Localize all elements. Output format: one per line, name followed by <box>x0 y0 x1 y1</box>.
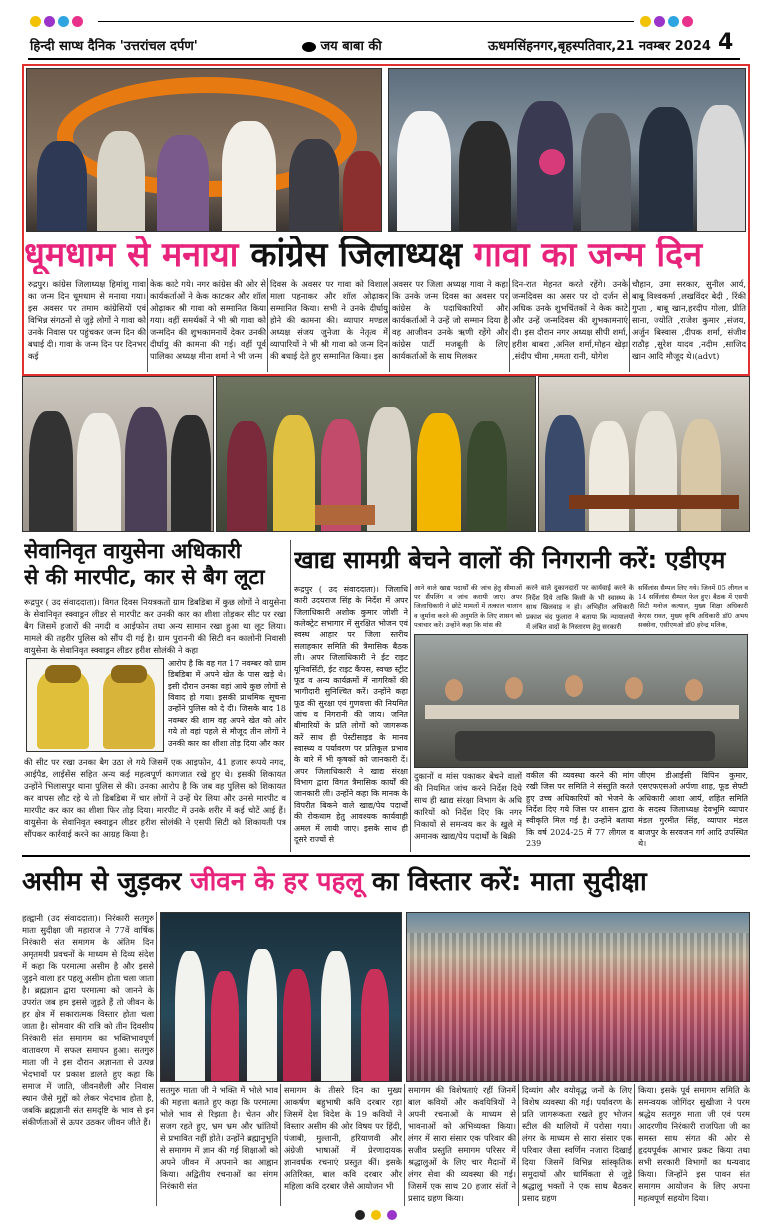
dot-blue <box>668 16 679 27</box>
photo-strip-1 <box>22 376 214 532</box>
story3-col2b: दुकानों व मांस पकाकर बेचने वालों की नियमित जांच करने निर्देश दिये साथ ही खाद्य संरक्षा विभाग के अधि कारियों को निर्देश दिए कि नगर निकायों से समन्वय कर के खुले में अमानक खाद्य/पेय पदार्थों के बिक्री <box>414 771 522 841</box>
dot-purple <box>44 16 55 27</box>
story1-headline-part1: धूमधाम से मनाया <box>24 236 239 274</box>
story2-bottom: की सीट पर रखा उनका बैग उठा ले गये जिसमें एक आइफोन, 41 हजार रूपये नगद, आईपैड, लाईसेंस सहित अन्य कई महत्वपूर्ण कागजात रखे हुए थे। इसकी शिकायत उन्होंने भिलासपुर थाना पुलिस से की। उनका आरोप है कि जब वह पुलिस को शिकायत कर वापस लौट रहे थे तो डिबडिबा में चार लोगों ने उन्हें घेर लिया और उनसे मारपीट व मारपीट कर कार का शीशा फिर तोड़ दिया। मारपीट में उनके शरीर में कई चोटें आई हैं। वायुसेना के सेवानिवृत स्क्वाड्रन लीडर हरीश सोलंकी ने एसपी सिटी को शिकायती पत्र सौंपकर कार्रवाई करने का आग्रह किया है। <box>24 757 286 839</box>
header-center-text <box>302 36 382 54</box>
header-bottom-rule <box>28 58 740 60</box>
story1-col2: केक काटे गये। नगर कांग्रेस की ओर से कार्यकर्ताओं ने केक काटकर और शॉल ओढ़ाकर श्री गावा को सम्मानित किया गया। वहीं समर्थकों ने भी श्री गावा को जन्मदिन की शुभकामनायें देकर उनकी दीर्घायु की कामना की गई। वहीं पूर्व पालिका अध्यक्ष मीना शर्मा ने भी जन्म <box>150 279 266 361</box>
dot-pink <box>72 16 83 27</box>
story4-headline <box>22 858 750 906</box>
story1-col3: दिवस के अवसर पर गावा को विशाल माला पहनाकर और शॉल ओढ़ाकर सम्मानित किया। सभी ने उनके दीर्घायु होने की कामना की। व्यापार मण्डल अध्यक्ष संजय जुनेजा के नेतृत्व में व्यापारियों ने भी श्री गावा को जन्म दिन की बधाई देते हुए सम्मानित किया। इस <box>270 279 388 361</box>
photo-cultural-performance <box>160 912 402 1082</box>
header-dots-left <box>30 16 83 27</box>
story3-col1: रूद्रपुर ( उद संवाददाता)। जिलाधि कारी उदयराज सिंह के निर्देश में अपर जिलाधिकारी अशोक कुमार जोशी ने कलेक्ट्रेट सभागार में सुरक्षित भोजन एवं स्वस्थ आहार पर जिला स्तरीय सलाहकार समिति की त्रैमासिक बैठक ली। अपर जिलाधिकारी ने ईट राइट यूनिवर्सिटी, ईट राइट कैंपस, स्वच्छ स्ट्रीट फूड व अन्य कार्यक्रमों में नागरिकों की भागीदारी सुनिश्चित करें। उन्होंने कहा फूड की सुरक्षा एवं गुणवत्ता की नियमित जांच व निगरानी की जाय। जनित बीमारियों के प्रति लोगों को जागरूक करें साथ ही पेस्टीसाइड के मानव स्वास्थ्य व पर्यावरण पर प्रतिकूल प्रभाव के बारे में भी कृषकों को जानकारी दें। अपर जिलाधिकारी ने खाद्य संरक्षा विभाग द्वारा विगत त्रैमासिक कार्यों की जानकारी ली। उन्होंने कहा कि मानक के विपरीत बिकने वाले खाद्य/पेय पदार्थों की रोकथाम हेतु आवश्यक कार्यवाही अमल में लायी जाए। इसके साथ ही दूसरे राज्यों से <box>294 585 408 844</box>
story3-headline: खाद्य सामग्री बेचने वालों की निगरानी करें: एडीएम <box>294 546 726 574</box>
story4-col2: सतगुरु माता जी ने भक्ति में भोले भाव की महत्ता बताते हुए कहा कि परमात्मा भोले भाव से रिझता है। चेतन और सजग रहते हुए, भ्रम भ्रम और भ्रांतियों से प्रभावित नहीं होते। उन्होंने ब्रह्मानुभूति से समागम में ज्ञान की गई शिक्षाओं को अपने जीवन में अपनाने का आह्वान किया। अद्वितीय रचनाओं का संगम निरंकारी संत <box>160 1085 278 1191</box>
dot-yellow <box>30 16 41 27</box>
header-slogan: जय बाबा की <box>320 39 382 54</box>
dot-pink <box>682 16 693 27</box>
footer-dot-dark <box>355 1210 365 1220</box>
story4-headline-part2: जीवन के हर पहलू <box>190 867 363 897</box>
footer-mark <box>355 1210 397 1220</box>
photo-police-cartoon <box>26 658 164 752</box>
newspaper-title: हिन्दी साप्ध दैनिक 'उत्तरांचल दर्पण' <box>30 39 198 54</box>
photo-garland-celebration <box>26 68 382 232</box>
story1-headline-part3: गावा का जन्म दिन <box>473 236 703 274</box>
story1-col1: रुद्रपुर। कांग्रेस जिलाध्यक्ष हिमांशु गावा का जन्म दिन धूमधाम से मनाया गया। इस अवसर पर तमाम कांग्रेसियों एवं विभिन्न संगठनों से जुड़े लोगों ने गावा को उनके निवास पर पहुंचकर जन्म दिन की बधाई दी। गावा के जन्म दिन पर दिनभर कई <box>28 279 146 361</box>
story4-col6: किया। इसके पूर्व समागम समिति के समन्वयक जोगिंदर सुखीजा ने परम श्रद्धेय सतगुरु माता जी एवं परम आदरणीय निरंकारी राजपिता जी का समस्त साध संगत की ओर से हृदयपूर्वक आभार प्रकट किया तथा सभी सरकारी विभागों का धन्यवाद किया। जिन्होंने इस पावन संत समागम आयोजन के लिए अपना महत्वपूर्ण सहयोग दिया। <box>638 1085 750 1203</box>
dot-yellow <box>640 16 651 27</box>
story4-col1: हल्द्वानी (उद संवाददाता)। निरंकारी सतगुरु माता सुदीक्षा जी महाराज ने 77वें वार्षिक निरंकारी संत समागम के अंतिम दिन अमृतमयी प्रवचनों के माध्यम से दिव्य संदेश में कहा कि परमात्मा असीम है और इससे जुड़ने वाला हर पहलू असीम होता चला जाता है। ब्रह्मज्ञान द्वारा परमात्मा को जानने के उपरांत जब हम इससे जुड़ते हैं तो जीवन के हर क्षेत्र में सकारात्मक विस्तार होता चला जाता है। सोमवार की रात्रि को तीन दिवसीय निरंकारी संत समागम का भक्तिभावपूर्ण वातावरण में सफल समापन हुआ। सतगुरु माता जी ने इस दौरान अज्ञानता से उत्पन्न भेदभावों पर प्रकाश डालते हुए कहा कि समाज में जाति, जीवनशैली और निवास स्थान जैसे मुद्दों को लेकर भेदभाव होता है, जबकि ब्रह्मज्ञानी संत समदृष्टि के भाव से इन संकीर्णताओं से ऊपर उठकर जीवन जीते हैं। <box>22 913 154 1127</box>
header-top-rule <box>98 21 634 22</box>
om-icon <box>302 42 316 52</box>
story3-col4b: जीएम डीआईसी विपिन कुमार, एसएफएसओ अर्पणा शाह, फूड सेफ्टी अधिकारी आशा आर्य, शहित समिति के सदस्य जिलाध्यक्ष देवभूमि व्यापार मंडल गुरमीत सिंह, व्यापार मंडल बाजपुर के सरवजन गर्ग आदि उपस्थित थे। <box>638 771 748 849</box>
place-date: ऊधमसिंहनगर,बृहस्पतिवार,21 नवम्बर 2024 <box>488 39 711 54</box>
footer-dot-yellow <box>371 1210 381 1220</box>
photo-large-congregation <box>406 912 750 1082</box>
story2-headline-line1: सेवानिवृत वायुसेना अधिकारी <box>24 539 242 563</box>
story4-headline-part1: असीम से जुड़कर <box>22 867 182 897</box>
story3-col3: करने वाले दुकानदारों पर कार्यवाई करने के निर्देश दिये ताकि किसी के भी स्वास्थ्य के साथ खिलवाड़ न हो। अभिहीत अधिकारी प्रकाश चंद फुलारा ने बताया कि न्यायालयों में लंबित वादों के निस्तारण हेतु सरकारी <box>526 584 634 631</box>
story4-headline-part3: का विस्तार करें: माता सुदीक्षा <box>372 867 647 897</box>
photo-strip-2 <box>216 376 536 532</box>
dot-blue <box>58 16 69 27</box>
story1-headline-part2: कांग्रेस जिलाध्यक्ष <box>250 236 463 274</box>
photo-bouquet-greeting <box>388 68 746 232</box>
story1-col6: चौहान, उमा सरकार, सुनील आर्य, बाबू विश्वकर्मा ,लखविंदर बेदी , रिंकी गुप्ता , बाबू खान,हरदीप गोला, प्रीति साना, ज्योति ,राजेश कुमार ,संजय, अर्जुन बिस्वास ,दीपक शर्मा, संजीव राठौड़ ,सुरेश यादव ,नदीम ,साजिद खान आदि मौजूद थे।(advt) <box>632 279 746 361</box>
section-rule <box>22 855 750 857</box>
story4-col4: समागम की विशेषताएं रहीं जिनमें बाल कवियों और कवयित्रियों ने अपनी रचनाओं के माध्यम से भावनाओं को अभिव्यक्त किया। लंगर में सारा संसार एक परिवार की सजीव प्रस्तुति समागम परिसर में श्रद्धालुओं के लिए चार मैदानों में लंगर सेवा की व्यवस्था की गई। जिसमें एक साथ 20 हजार संतों ने प्रसाद ग्रहण किया। <box>408 1085 516 1203</box>
story4-col3: समागम के तीसरे दिन का मुख्य आकर्षण बहुभाषी कवि दरबार रहा जिसमें देश विदेश के 19 कवियों ने विस्तार असीम की ओर विषय पर हिंदी, पंजाबी, मुल्तानी, हरियाणवी और अंग्रेजी भाषाओं में प्रेरणादायक ज्ञानवर्धक रचनाएं प्रस्तुत कीं। इसके अतिरिक्त, बाल कवि दरबार और महिला कवि दरबार जैसे आयोजन भी <box>284 1085 402 1191</box>
story2-intro: रूद्रपुर ( उद संवाददाता)। विगत दिवस नियत्रकतों ग्राम डिबडिबा में कुछ लोगों ने वायुसेना के सेवानिवृत स्क्वाड्रन लीडर से मारपीट कर उनकी कार का शीशा तोड़कर सीट पर रखा बैग जिसमें हजारों की नगदी व आईफोन तथा अन्य सामान रखा हुआ था लूट लिया। मामले की तहरीर पुलिस को सौंप दी गई है। ग्राम पुराननी की सिटी वन कालोनी निवासी वायुसेना के सेवानिवृत स्क्वाड्रन लीडर हरीश सोलंकी ने कहा <box>24 597 286 655</box>
story2-col-right: आरोप है कि वह गत 17 नवम्बर को ग्राम डिबडिबा में अपने खेत के पास खड़े थे। इसी दौरान उनका वहां आये कुछ लोगों से विवाद हो गया। इसकी प्राथमिक सूचना उन्होंने पुलिस को दे दी। जिसके बाद 18 नवम्बर की शाम वह अपने खेत को ओर गये तो वहां पहले से मौजूद तीन लोगों ने उनकी कार का शीशा तोड़ दिया और कार <box>168 659 286 748</box>
story1-headline <box>24 236 748 274</box>
story2-headline-line2: से की मारपीट, कार से बैग लूटा <box>24 565 265 589</box>
story3-col2: आने वाले खाद्य पदार्थों की जांच हेतु सीमाओं पर सैंपलिंग व जांच करायी जाए। अपर जिलाधिकारी ने छोटे मामलों में तत्काल चालान व जुर्माना करने की अनुमति के लिए शासन को पत्राचार करें। उन्होंने कहा कि मांस की <box>414 584 522 629</box>
story3-col4: सर्विलांस सैम्पल लिए गये। जिनमें 05 लीगल व 14 सर्विलांस सैम्पल फेल हुए। बैठक में एसपी सिटी मनोज कत्याल, मुख्य शिक्षा अधिकारी केएस रावत, मुख्य कृषि अधिकारी डॉ0 अभय सक्सेना, एसीएमओ डॉ0 हरेन्द्र मलिक, <box>638 584 748 629</box>
footer-dot-purple <box>387 1210 397 1220</box>
header-dots-right <box>640 16 693 27</box>
dot-purple <box>654 16 665 27</box>
photo-meeting-hall <box>414 634 748 768</box>
page-number: 4 <box>718 30 734 55</box>
story1-col4: अवसर पर जिला अध्यक्ष गावा ने कहा कि उनके जन्म दिवस का अवसर पर कांग्रेस के पदाधिकारियों और कार्यकर्ताओं ने उन्हें जो सम्मान दिया है वह आजीवन उनके ऋणी रहेंगे और कांग्रेस पार्टी मजबूती के लिए कार्यकर्ताओं के साथ मिलकर <box>392 279 508 361</box>
story3-col3b: वकील की व्यवस्था करने की मांग रखी जिस पर समिति ने संस्तुति करते हुए उच्च अधिकारियों को भेजने के निर्देश दिए गये जिस पर शासन द्वारा स्वीकृति मिल गई है। उन्होंने बताया कि वर्ष 2024-25 में 77 लीगल व 239 <box>526 771 634 849</box>
story4-col5: दिव्यांग और वयोवृद्ध जनों के लिए विशेष व्यवस्था की गई। पर्यावरण के प्रति जागरूकता रखते हुए भोजन स्टील की थालियों में परोसा गया। लंगर के माध्यम से सारा संसार एक परिवार जैसा स्वर्णिम नजारा दिखाई दिया जिसमें विभिन्न सांस्कृतिक समुदायों और धार्मिकता से जुड़े श्रद्धालु भक्तों ने एक साथ बैठकर प्रसाद ग्रहण <box>522 1085 632 1203</box>
story1-col5: दिन-रात मेहनत करते रहेंगे। उनके जन्मदिवस का असर पर दो दर्जन से अधिक उनके शुभचिंतकों ने केक काटे और उन्हें जन्मदिवस की शुभकामनाएं दी। इस दौरान नगर अध्यक्ष सीपी शर्मा, हरीश बाबरा ,अनिल शर्मा,मोहन खेड़ा ,संदीप चीमा ,ममता रानी, योगेश <box>512 279 628 361</box>
photo-strip-3 <box>538 376 750 532</box>
